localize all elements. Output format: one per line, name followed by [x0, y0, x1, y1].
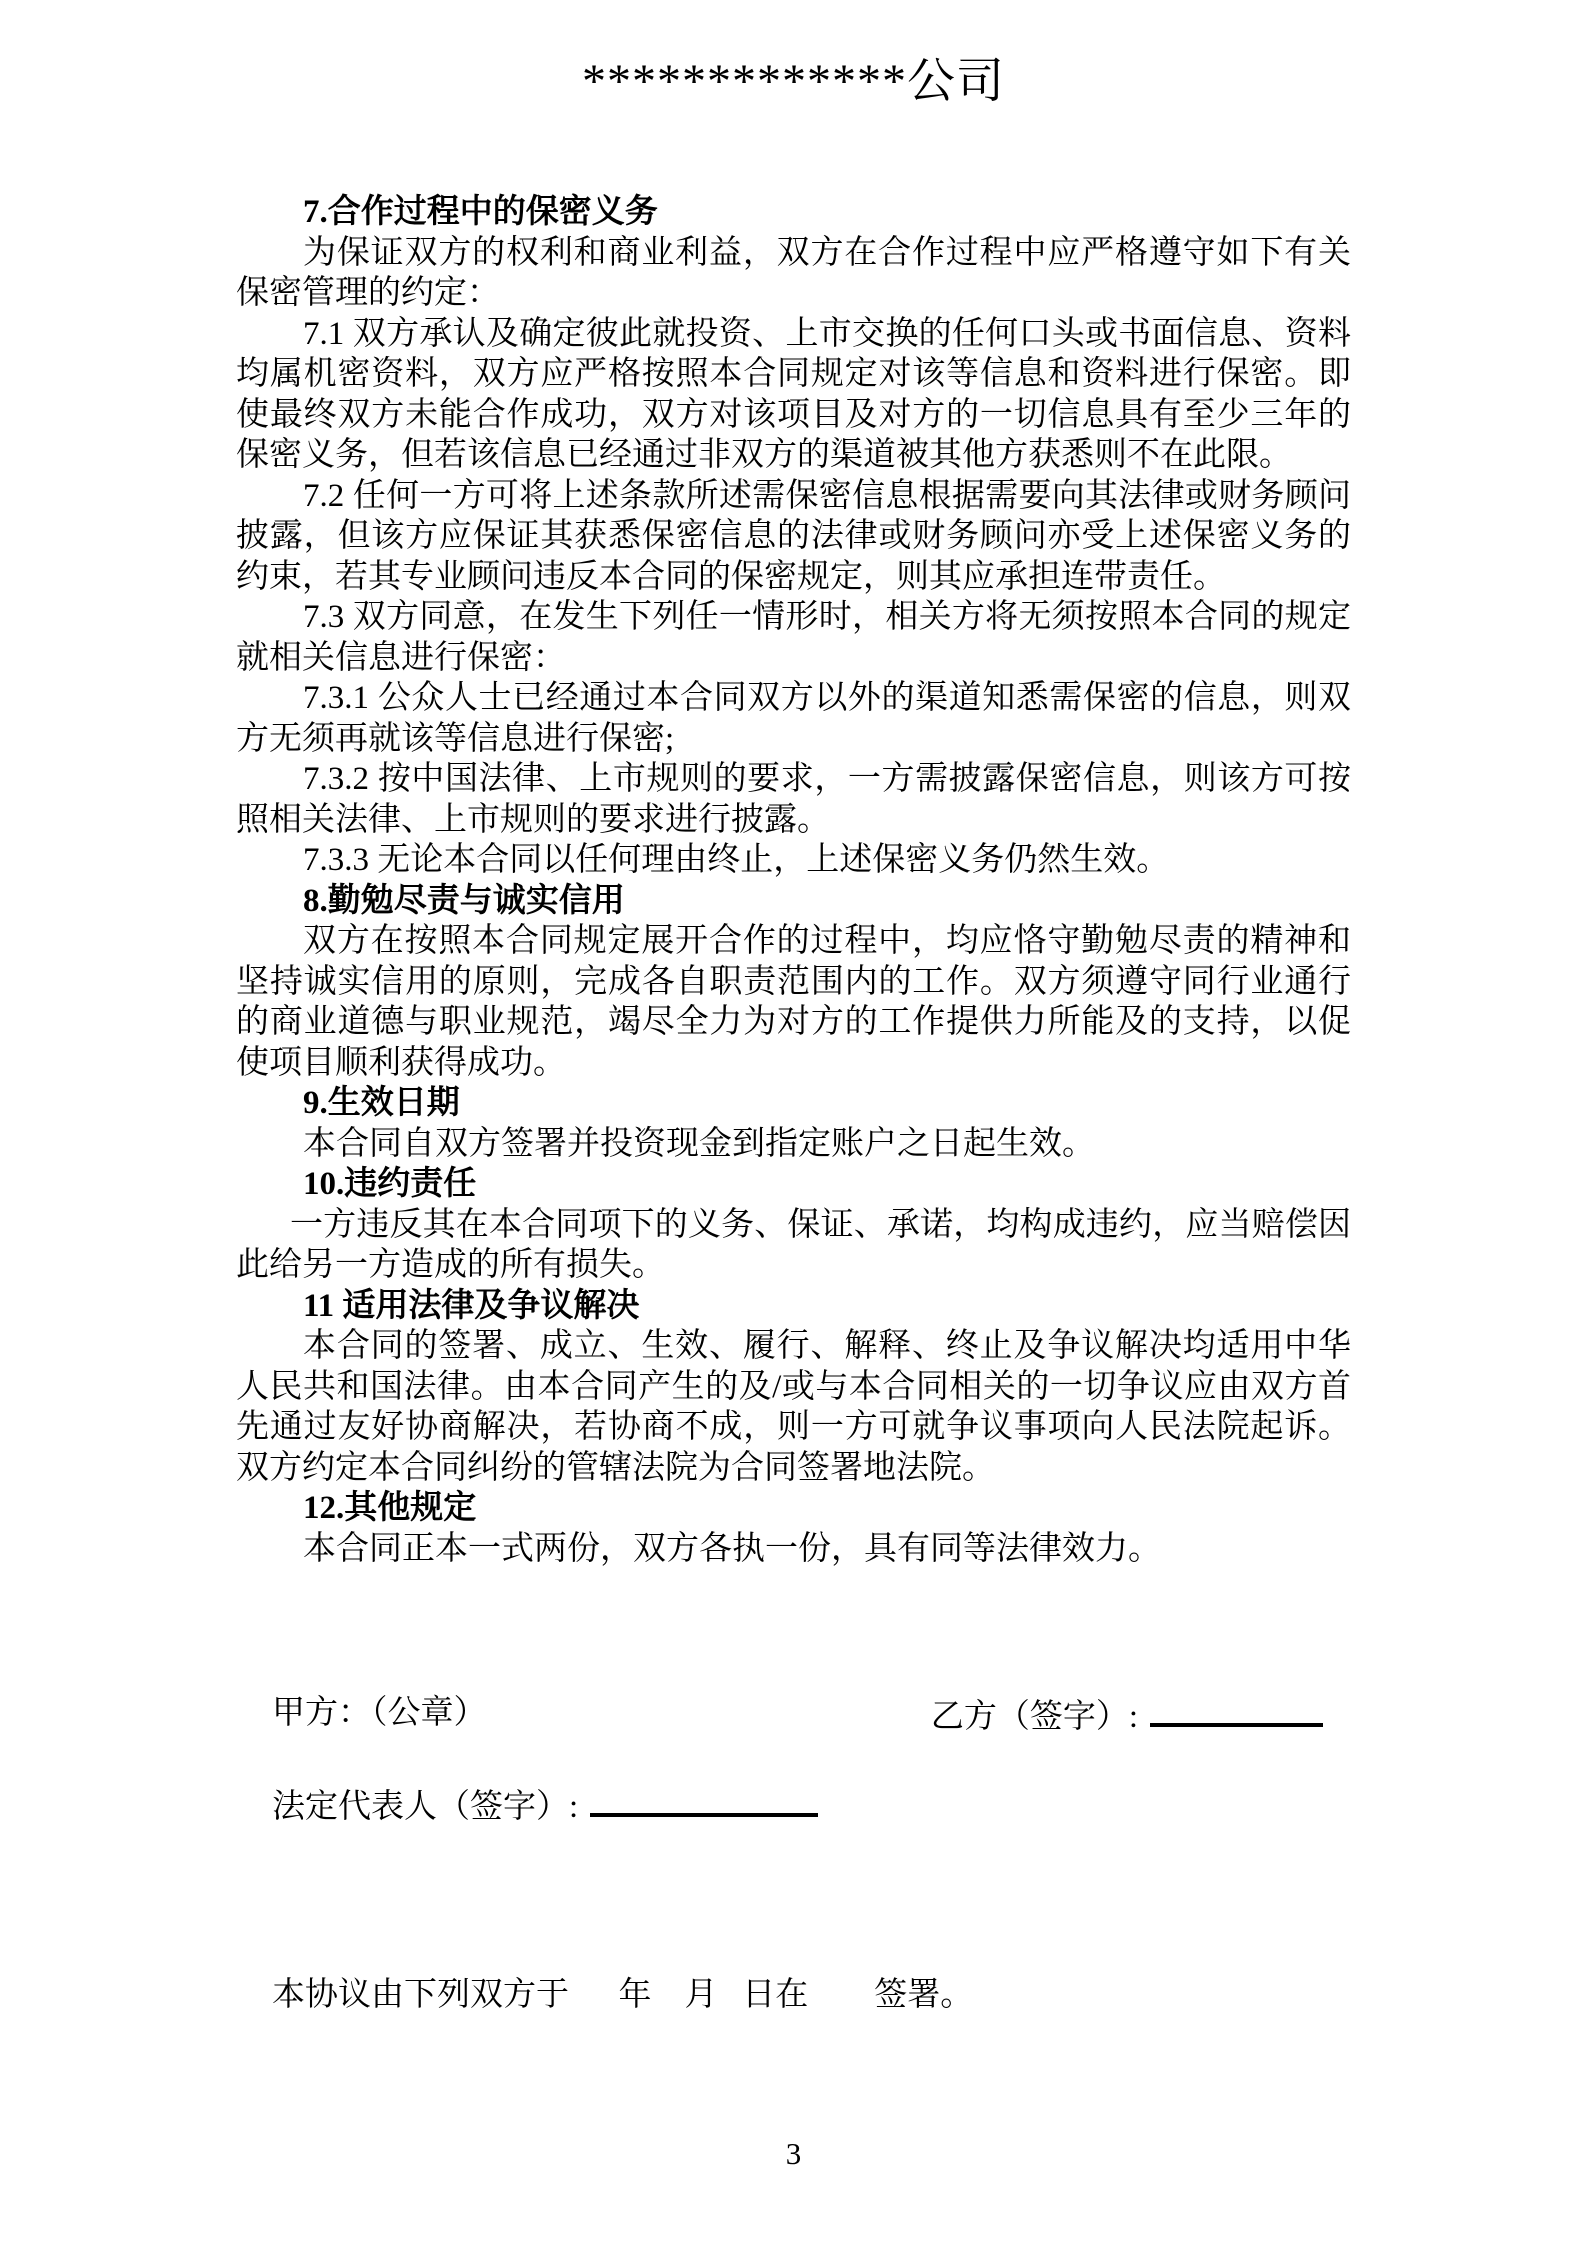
clause-7-1: 7.1 双方承认及确定彼此就投资、上市交换的任何口头或书面信息、资料均属机密资料，双方应严格按照本合同规定对该等信息和资料进行保密。即使最终双方未能合作成功，双方对该项目及对方的一切信息具有至少三年的保密义务，但若该信息已经通过非双方的渠道被其他方获悉则不在此限。 — [236, 315, 1351, 473]
signature-row-parties — [236, 1693, 1351, 1738]
clause-7-3-2: 7.3.2 按中国法律、上市规则的要求，一方需披露保密信息，则该方可按照相关法律、上市规则的要求进行披露。 — [236, 761, 1351, 838]
section-10-heading: 10.违约责任 — [303, 1166, 477, 1202]
contract-body — [236, 192, 1351, 1569]
clause-7-3: 7.3 双方同意，在发生下列任一情形时，相关方将无须按照本合同的规定就相关信息进行保密： — [236, 599, 1351, 676]
page-number: 3 — [785, 2136, 802, 2171]
section-7-intro: 为保证双方的权利和商业利益，双方在合作过程中应严格遵守如下有关保密管理的约定： — [236, 234, 1351, 311]
section-12-paragraph: 本合同正本一式两份，双方各执一份，具有同等法律效力。 — [303, 1530, 1161, 1567]
section-9-heading: 9.生效日期 — [303, 1085, 460, 1121]
party-b-signature-label: 乙方（签字）: — [930, 1699, 1138, 1735]
party-a-seal-label: 甲方：（公章） — [272, 1695, 487, 1731]
section-11-heading: 11 适用法律及争议解决 — [303, 1287, 640, 1324]
section-miscellaneous — [236, 1488, 1351, 1569]
closing-date-line: 本协议由下列双方于 年 月 日在 签署。 — [272, 1977, 974, 2013]
party-b-signature-line — [1150, 1693, 1323, 1727]
legal-rep-signature-area — [236, 1789, 818, 1825]
clause-7-3-3: 7.3.3 无论本合同以任何理由终止，上述保密义务仍然生效。 — [303, 842, 1170, 878]
section-effective-date — [236, 1083, 1351, 1164]
legal-rep-signature-label: 法定代表人（签字）: — [272, 1789, 579, 1825]
section-diligence — [236, 881, 1351, 1084]
section-breach-liability — [236, 1164, 1351, 1286]
section-governing-law — [236, 1286, 1351, 1489]
legal-rep-signature-line — [590, 1783, 818, 1817]
section-8-heading: 8.勤勉尽责与诚实信用 — [303, 882, 625, 919]
clause-7-2: 7.2 任何一方可将上述条款所述需保密信息根据需要向其法律或财务顾问披露，但该方应保证其获悉保密信息的法律或财务顾问亦受上述保密义务的约束，若其专业顾问违反本合同的保密规定，则其应承担连带责任。 — [236, 477, 1351, 595]
section-confidentiality — [236, 192, 1351, 881]
party-b-signature-area — [931, 1693, 1351, 1738]
section-12-heading: 12.其他规定 — [303, 1490, 477, 1526]
section-7-heading: 7.合作过程中的保密义务 — [303, 194, 658, 230]
section-8-paragraph: 双方在按照本合同规定展开合作的过程中，均应恪守勤勉尽责的精神和坚持诚实信用的原则，完成各自职责范围内的工作。双方须遵守同行业通行的商业道德与职业规范，竭尽全力为对方的工作提供力所能及的支持，以促使项目顺利获得成功。 — [236, 923, 1351, 1081]
clause-7-3-1: 7.3.1 公众人士已经通过本合同双方以外的渠道知悉需保密的信息，则双方无须再就该等信息进行保密; — [236, 680, 1351, 757]
section-9-paragraph: 本合同自双方签署并投资现金到指定账户之日起生效。 — [303, 1125, 1095, 1162]
signature-row-legal-rep — [236, 1783, 1351, 1828]
document-title: *************公司 — [581, 55, 1005, 108]
section-11-paragraph: 本合同的签署、成立、生效、履行、解释、终止及争议解决均适用中华人民共和国法律。由本合同产生的及/或与本合同相关的一切争议应由双方首先通过友好协商解决，若协商不成，则一方可就争议事项向人民法院起诉。双方约定本合同纠纷的管辖法院为合同签署地法院。 — [236, 1328, 1351, 1486]
section-10-paragraph: 一方违反其在本合同项下的义务、保证、承诺，均构成违约，应当赔偿因此给另一方造成的所有损失。 — [236, 1206, 1351, 1283]
